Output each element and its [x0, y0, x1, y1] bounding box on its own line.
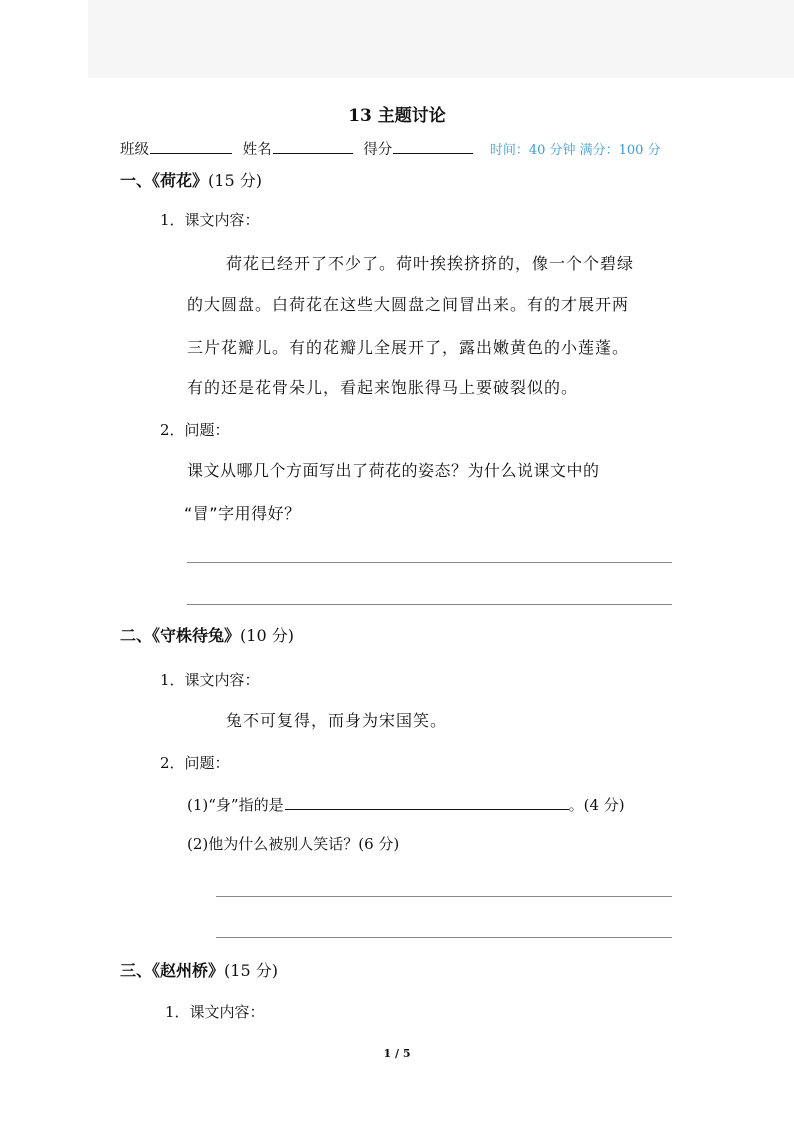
section-2-item-1-label: 1．课文内容： [160, 671, 260, 689]
section-2-item-2-label: 2．问题： [160, 754, 230, 772]
sub-question-1-text: (1)“身”指的是 [187, 796, 284, 814]
section-3-points: (15 分) [224, 961, 278, 980]
fill-in-blank[interactable] [285, 796, 569, 810]
name-label: 姓名 [242, 142, 272, 158]
answer-line[interactable] [216, 937, 672, 938]
score-label: 得分 [363, 142, 393, 158]
class-label: 班级 [120, 142, 149, 158]
section-heading-2 [120, 628, 294, 644]
sub-question-1-end: 。(4 分) [568, 796, 625, 814]
passage-line-3: 三片花瓣儿。有的花瓣儿全展开了，露出嫩黄色的小莲蓬。 [187, 338, 630, 357]
top-margin-band [88, 0, 794, 78]
section-3-item-1-label: 1．课文内容： [165, 1003, 265, 1021]
section-1-item-2-label: 2．问题： [160, 421, 230, 439]
passage-line: 兔不可复得，而身为宋国笑。 [226, 711, 448, 730]
class-blank[interactable] [150, 140, 232, 154]
answer-line[interactable] [216, 896, 672, 897]
section-2-points: (10 分) [240, 626, 294, 645]
info-fields [120, 140, 661, 158]
page-title: 13 主题讨论 [348, 106, 446, 126]
name-blank[interactable] [273, 140, 353, 154]
answer-line[interactable] [187, 604, 672, 605]
section-1-points: (15 分) [208, 171, 262, 190]
question-line-1: 课文从哪几个方面写出了荷花的姿态？为什么说课文中的 [187, 461, 600, 480]
section-3-title: 三、《赵州桥》 [120, 961, 225, 980]
sub-question-1 [187, 796, 625, 813]
answer-line[interactable] [187, 562, 672, 563]
sub-question-2: (2)他为什么被别人笑话？(6 分) [187, 835, 400, 853]
time-info: 时间：40 分钟 满分：100 分 [489, 143, 661, 158]
page-number: 1 / 5 [383, 1047, 411, 1060]
section-2-title: 二、《守株待兔》 [120, 626, 241, 645]
score-blank[interactable] [393, 140, 473, 154]
passage-line-4: 有的还是花骨朵儿，看起来饱胀得马上要破裂似的。 [187, 378, 579, 397]
section-heading-3 [120, 963, 278, 979]
passage-line-1: 荷花已经开了不少了。荷叶挨挨挤挤的，像一个个碧绿 [226, 254, 635, 273]
section-1-item-1-label: 1．课文内容： [160, 211, 260, 229]
question-line-2: “冒”字用得好？ [184, 504, 301, 523]
section-heading-1 [120, 173, 262, 189]
section-1-title: 一、《荷花》 [120, 171, 209, 190]
passage-line-2: 的大圆盘。白荷花在这些大圆盘之间冒出来。有的才展开两 [187, 295, 630, 314]
